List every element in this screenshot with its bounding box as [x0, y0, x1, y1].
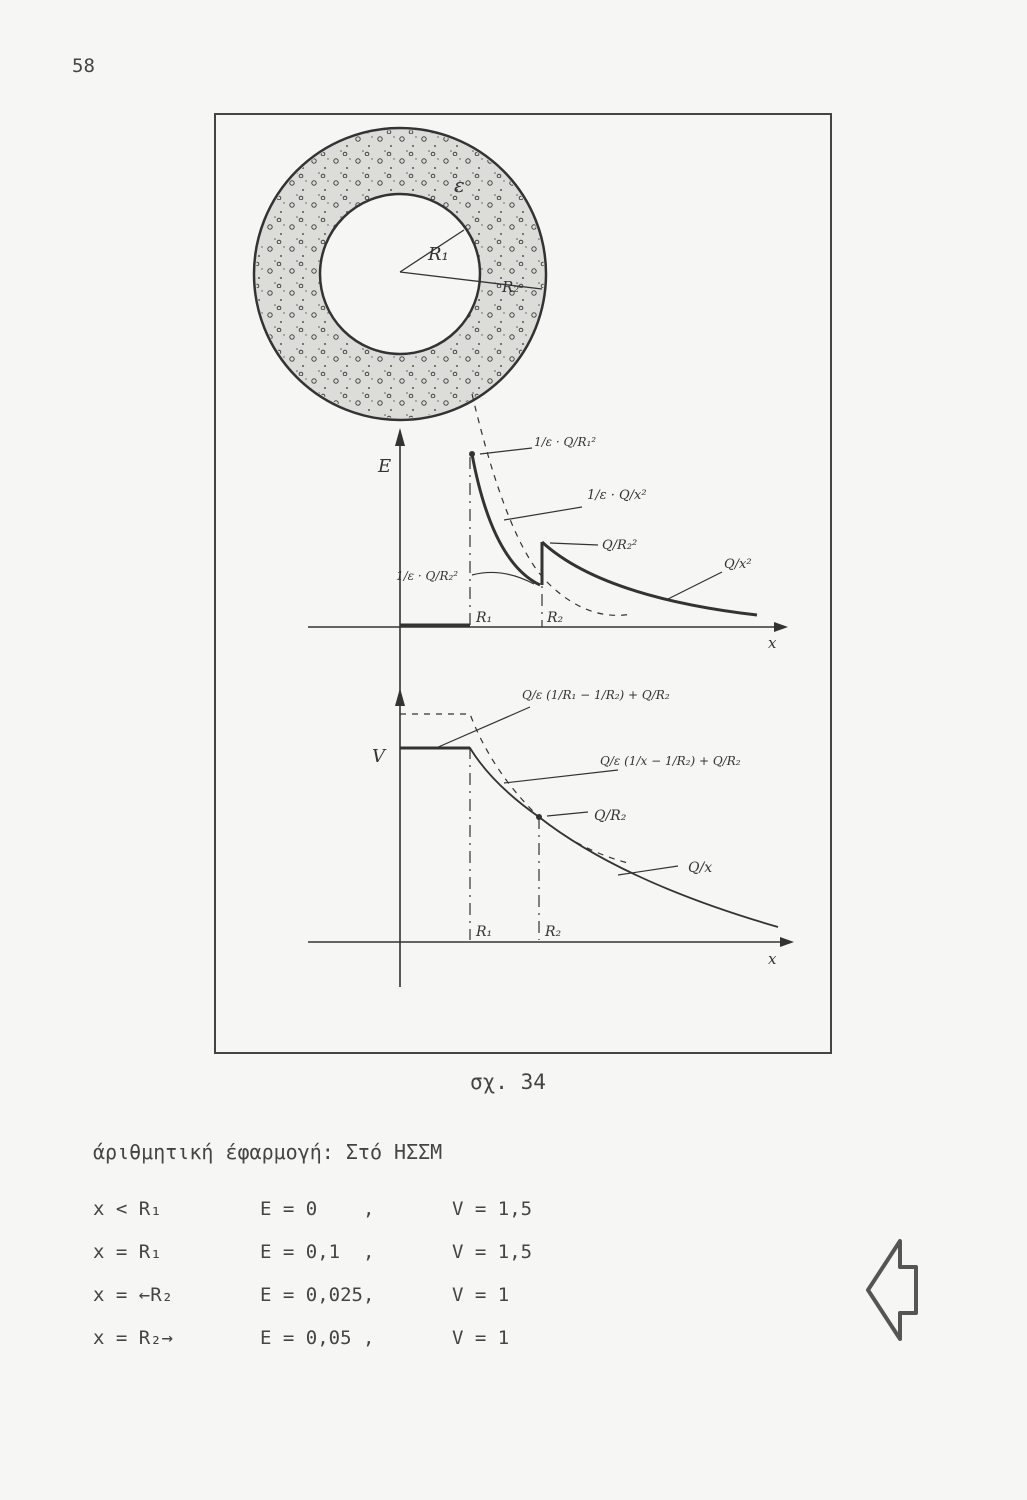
- e-tick-r2: R₂: [547, 610, 564, 626]
- v-r2-point: [536, 814, 542, 820]
- e-outside-arrow: [666, 572, 722, 600]
- v-curve-outside: [539, 817, 778, 927]
- e-jump-top-arrow: [550, 543, 598, 545]
- table-cell-v: V = 1,5: [452, 1241, 533, 1263]
- e-peak-annotation: 1/ε · Q/R₁²: [534, 435, 597, 449]
- e-plot: [308, 394, 788, 702]
- v-curve-dashed: [400, 714, 632, 864]
- e-jump-top-annotation: Q/R₂²: [602, 538, 638, 553]
- v-y-label: V: [372, 746, 385, 767]
- e-tick-r1: R₁: [476, 610, 493, 626]
- e-y-arrow: [395, 428, 405, 446]
- v-plateau-annotation: Q/ε (1/R₁ − 1/R₂) + Q/R₂: [522, 688, 670, 702]
- epsilon-label: ε: [454, 173, 465, 197]
- example-heading: άριθμητική έφαρμογή: Στό ΗΣΣΜ: [93, 1140, 443, 1164]
- e-y-label: E: [378, 456, 392, 477]
- v-tick-r1: R₁: [476, 924, 493, 940]
- table-cell-v: V = 1,5: [452, 1198, 533, 1220]
- v-tick-r2: R₂: [545, 924, 562, 940]
- v-x-arrow: [780, 937, 794, 947]
- table-cell-e: E = 0,05 ,: [260, 1327, 375, 1349]
- e-jump-bottom-annotation: 1/ε · Q/R₂²: [396, 569, 459, 583]
- table-cell-e: E = 0,025,: [260, 1284, 375, 1306]
- table-cell-x: x = R₁: [93, 1241, 162, 1263]
- e-x-label: x: [768, 634, 777, 652]
- v-outside-annotation: Q/x: [688, 860, 713, 876]
- e-curve-outside: [542, 542, 757, 615]
- v-y-arrow: [395, 688, 405, 706]
- e-inside-arrow: [504, 507, 582, 520]
- page-number: 58: [72, 55, 95, 77]
- e-x-arrow: [774, 622, 788, 632]
- figure-frame: [214, 113, 832, 1054]
- r2-label: R₂: [502, 278, 520, 296]
- table-cell-e: E = 0 ,: [260, 1198, 375, 1220]
- e-inside-annotation: 1/ε · Q/x²: [587, 488, 647, 503]
- table-cell-e: E = 0,1 ,: [260, 1241, 375, 1263]
- table-cell-v: V = 1: [452, 1327, 510, 1349]
- e-peak-arrow: [480, 448, 532, 454]
- inner-circle: [320, 194, 480, 354]
- v-r2-arrow: [547, 812, 588, 816]
- v-inside-annotation: Q/ε (1/x − 1/R₂) + Q/R₂: [600, 754, 741, 768]
- left-arrow-icon[interactable]: [862, 1235, 922, 1345]
- annulus-drawing: [254, 128, 546, 420]
- figure-diagram: [216, 115, 830, 1052]
- table-cell-x: x < R₁: [93, 1198, 162, 1220]
- v-r2-annotation: Q/R₂: [594, 808, 627, 824]
- table-cell-x: x = ←R₂: [93, 1284, 174, 1306]
- v-inside-arrow: [504, 770, 618, 783]
- e-outside-annotation: Q/x²: [724, 557, 752, 572]
- r1-label: R₁: [428, 244, 449, 265]
- v-x-label: x: [768, 950, 777, 968]
- e-peak-point: [469, 451, 475, 457]
- figure-caption: σχ. 34: [470, 1070, 546, 1094]
- table-cell-v: V = 1: [452, 1284, 510, 1306]
- v-plot: [308, 688, 794, 987]
- table-cell-x: x = R₂→: [93, 1327, 174, 1349]
